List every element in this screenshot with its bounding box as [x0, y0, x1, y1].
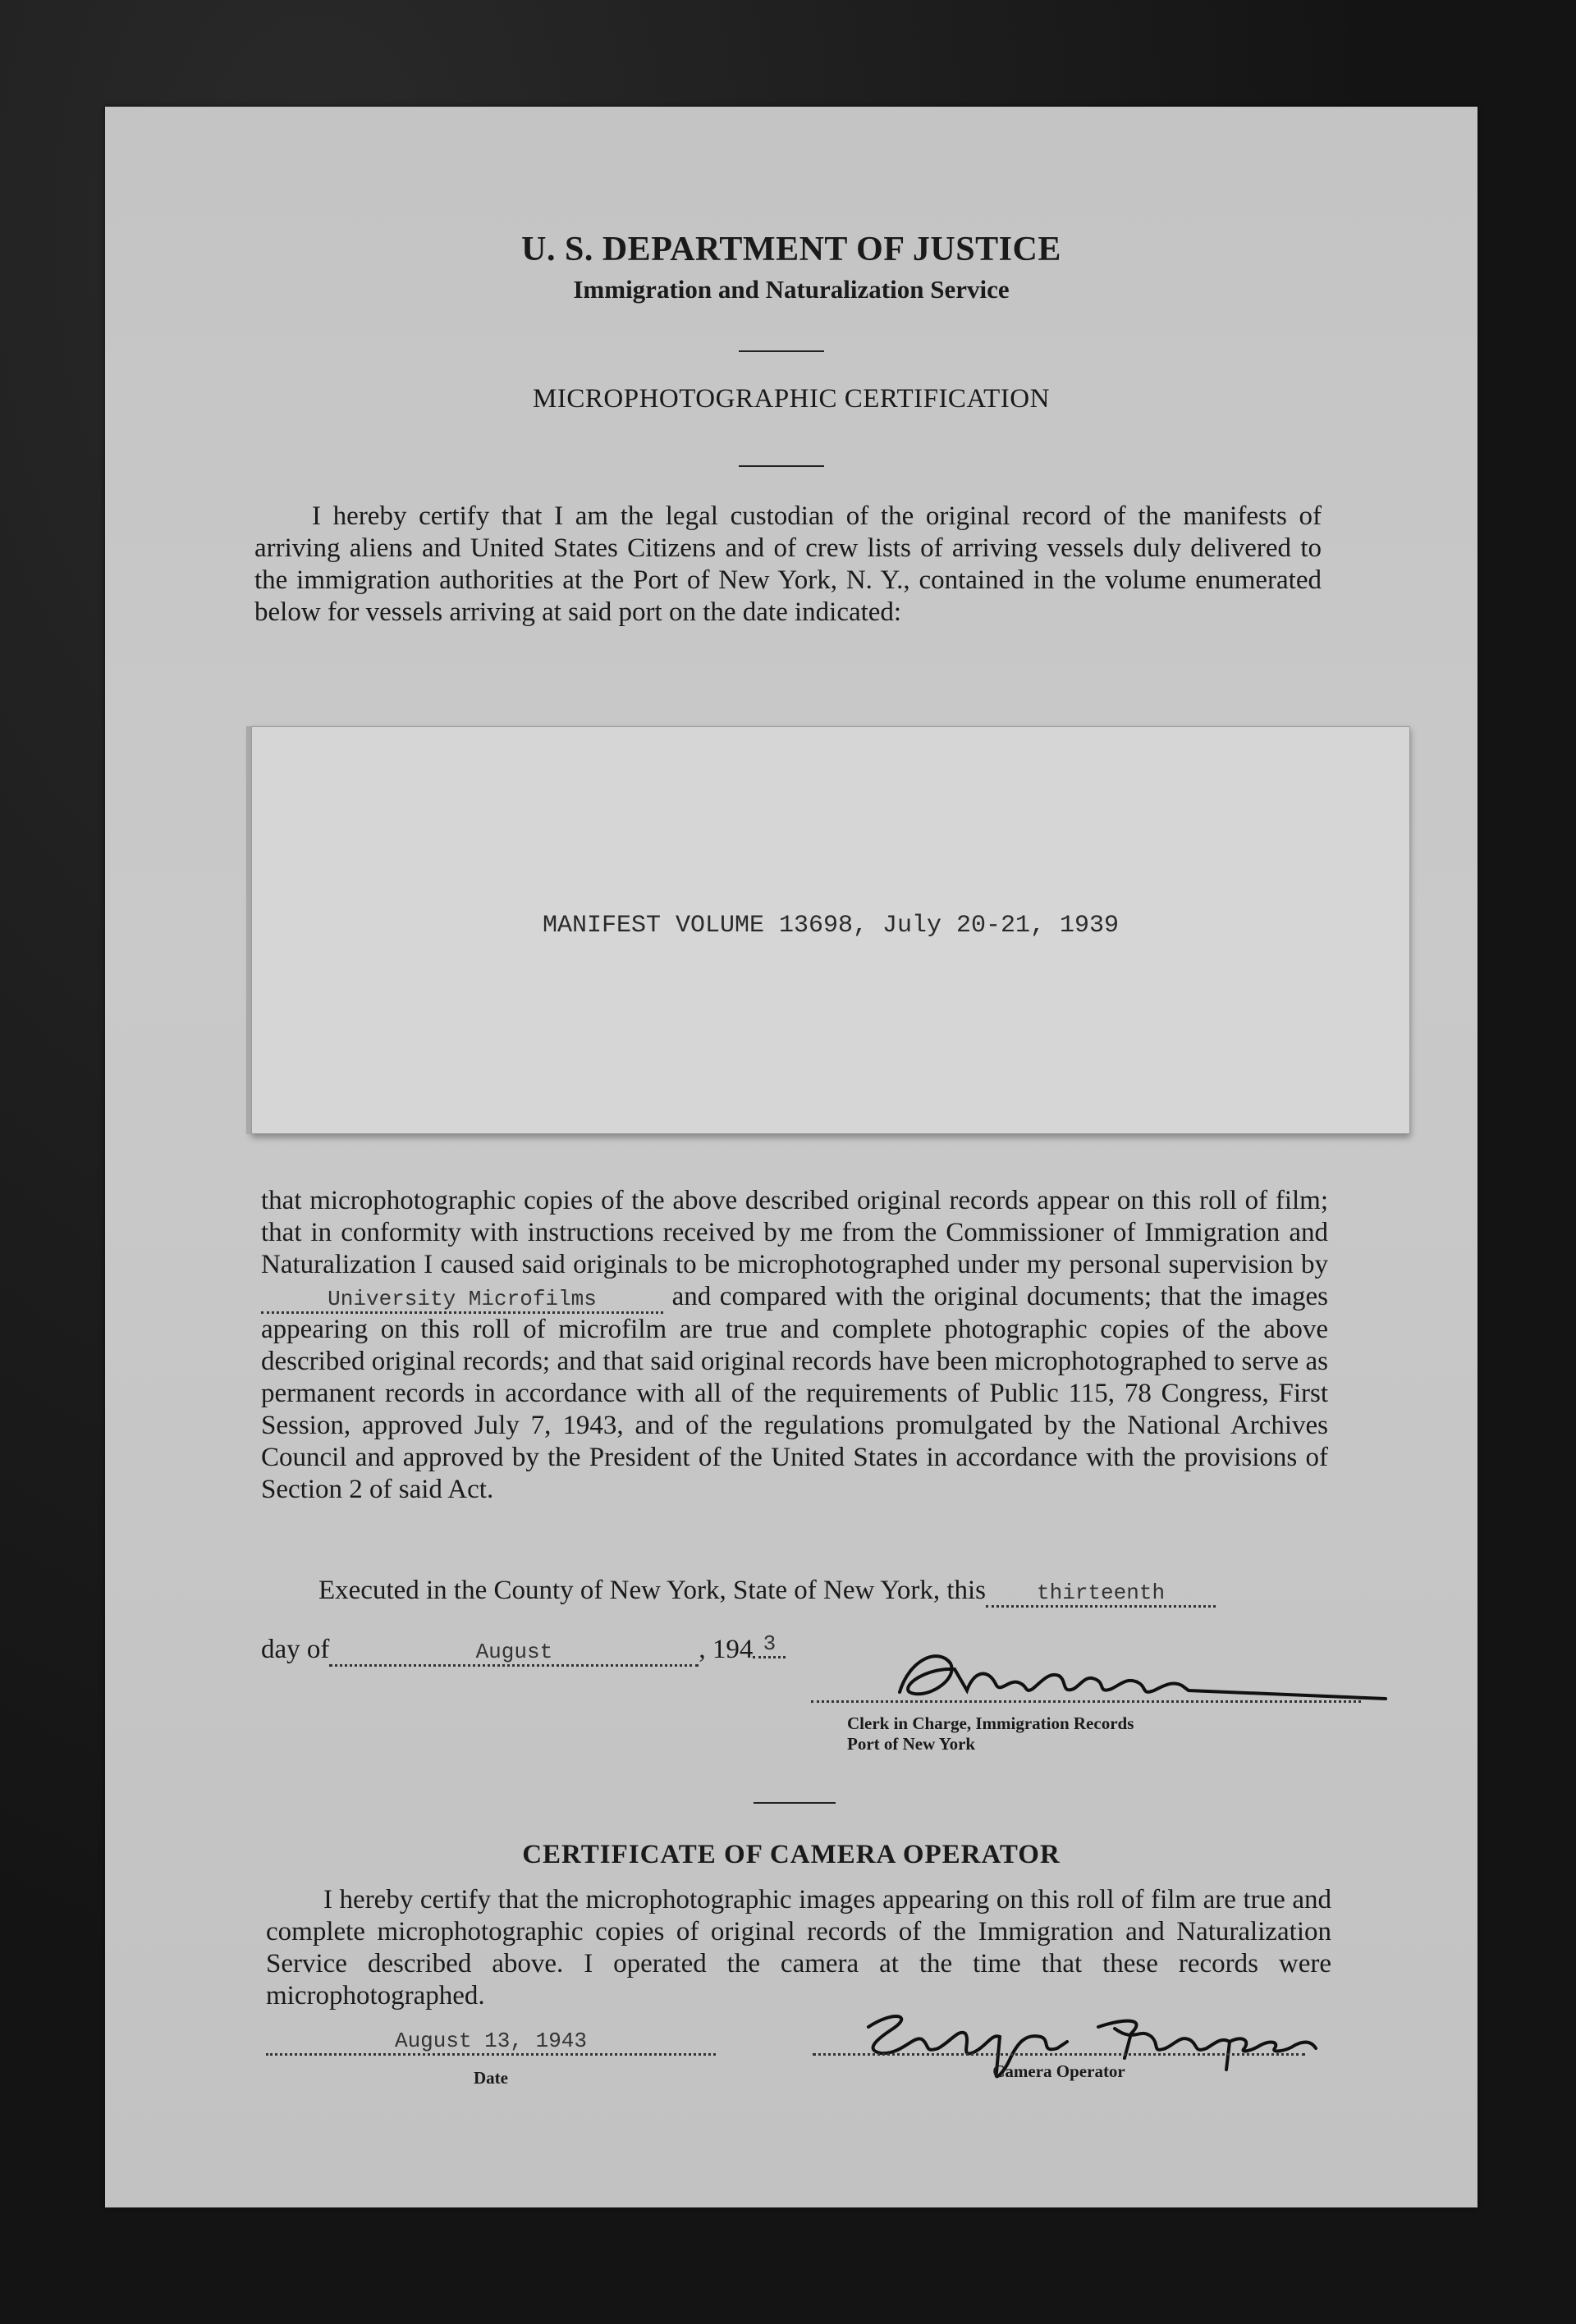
- day-of-text: day of: [261, 1635, 330, 1664]
- manifest-volume-label: MANIFEST VOLUME 13698, July 20-21, 1939: [542, 912, 1120, 940]
- clerk-signature-line: [811, 1700, 1361, 1703]
- clerk-caption: [847, 1713, 1134, 1754]
- intro-paragraph: I hereby certify that I am the legal custodian of the original record of the manifests of arriving aliens and United States Citizens and of crew lists of arriving vessels duly delivered to the immigration authorities at the Port of New York, N. Y., contained in the volume enumerated below for vessels arriving at said port on the date indicated:: [254, 501, 1322, 627]
- camera-operator-title: CERTIFICATE OF CAMERA OPERATOR: [522, 1840, 1061, 1869]
- divider-bottom: [754, 1802, 836, 1804]
- clerk-caption-title: Clerk in Charge, Immigration Records: [847, 1713, 1134, 1733]
- camera-operator-paragraph: I hereby certify that the microphotographic images appearing on this roll of film are true and complete microphotographic copies of original records of the Immigration and Naturalization Service described above. I operated the camera at the time that these records were microphotographed.: [266, 1885, 1331, 2011]
- executed-text: Executed in the County of New York, State of New York, this: [318, 1576, 987, 1605]
- divider-top: [739, 350, 824, 352]
- operator-signature-line: [813, 2053, 1305, 2056]
- body-text-part1: that microphotographic copies of the above described original records appear on this roll of film; that in conformity with instructions received by me from the Commissioner of Immigration and Naturalization I caused said originals to be microphotographed under my personal supervision by: [261, 1186, 1328, 1279]
- executed-day-field: thirteenth: [986, 1581, 1216, 1608]
- certification-title: MICROPHOTOGRAPHIC CERTIFICATION: [533, 384, 1050, 414]
- day-of-line: [261, 1631, 786, 1667]
- operator-caption: Camera Operator: [992, 2061, 1125, 2081]
- date-field-wrapper: [266, 2029, 716, 2056]
- month-field: August: [329, 1640, 699, 1667]
- year-suffix-field: 3: [753, 1631, 786, 1658]
- year-prefix: , 194: [699, 1635, 754, 1664]
- manifest-label-card: [251, 726, 1410, 1134]
- clerk-signature: [877, 1635, 1402, 1725]
- divider-middle: [739, 465, 824, 467]
- clerk-caption-port: Port of New York: [847, 1734, 976, 1754]
- department-heading: U. S. DEPARTMENT OF JUSTICE: [521, 231, 1061, 268]
- certification-body: [261, 1185, 1328, 1506]
- certificate-sheet: [105, 107, 1478, 2207]
- executed-line: [318, 1576, 1216, 1608]
- photographer-field: University Microfilms: [261, 1287, 663, 1314]
- body-text-part2: and compared with the original documents; that the images appearing on this roll of microfilm are true and complete photographic copies of the above described original records; and that said original records have been microphotographed to serve as permanent records in accordance with all of the requirements of Public 115, 78 Congress, First Session, approved July 7, 1943, and of the regulations promulgated by the National Archives Council and approved by the President of the United States in accordance with the provisions of Section 2 of said Act.: [261, 1282, 1328, 1504]
- service-subheading: Immigration and Naturalization Service: [573, 275, 1010, 304]
- date-field: August 13, 1943: [266, 2029, 716, 2056]
- date-caption: Date: [474, 2068, 508, 2088]
